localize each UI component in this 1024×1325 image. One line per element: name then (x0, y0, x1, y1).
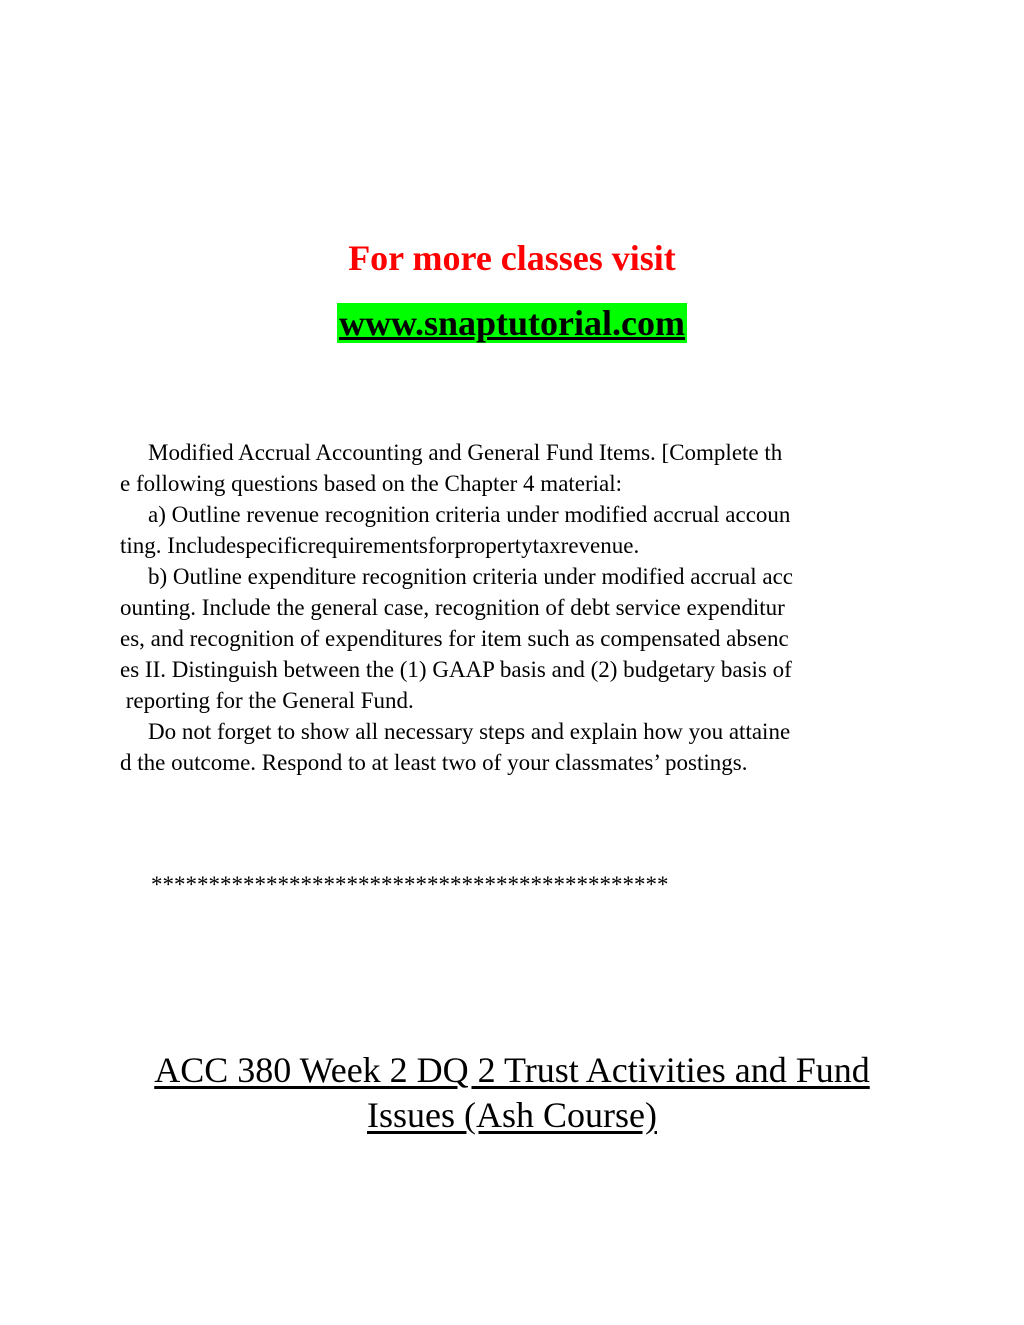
body-line: es II. Distinguish between the (1) GAAP basis and (2) budgetary basis of (120, 657, 792, 682)
promo-heading: For more classes visit (348, 238, 676, 278)
course-title-line-1 (0, 1048, 1024, 1092)
body-line: Do not forget to show all necessary steps and explain how you attaine (148, 719, 791, 744)
body-line: d the outcome. Respond to at least two of your classmates’ postings. (120, 750, 748, 775)
body-line: reporting for the General Fund. (120, 688, 414, 713)
body-line: es, and recognition of expenditures for item such as compensated absenc (120, 626, 789, 651)
separator-asterisks: ********************************************* (151, 872, 669, 897)
body-line: ting. Includespecificrequirementsforpropertytaxrevenue. (120, 533, 640, 558)
body-line: b) Outline expenditure recognition criteria under modified accrual acc (148, 564, 793, 589)
promo-link[interactable]: www.snaptutorial.com (338, 303, 685, 343)
course-title-text[interactable]: ACC 380 Week 2 DQ 2 Trust Activities and Fund (154, 1050, 870, 1090)
course-title-line-2 (0, 1093, 1024, 1137)
promo-link-container (0, 300, 1024, 346)
body-line: a) Outline revenue recognition criteria under modified accrual accoun (148, 502, 791, 527)
body-line: ounting. Include the general case, recognition of debt service expenditur (120, 595, 785, 620)
course-title-text[interactable]: Issues (Ash Course) (367, 1095, 657, 1135)
body-line: e following questions based on the Chapter 4 material: (120, 471, 623, 496)
body-line: Modified Accrual Accounting and General Fund Items. [Complete th (148, 440, 783, 465)
